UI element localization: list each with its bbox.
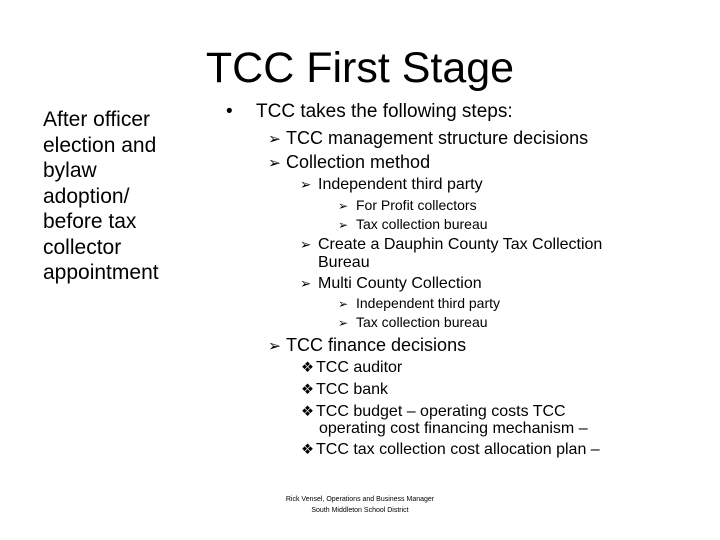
bullet-level3 <box>300 235 602 254</box>
bullet-level4 <box>338 314 488 332</box>
side-caption-line: After officer <box>43 108 150 131</box>
bullet-level2 <box>268 127 588 151</box>
bullet-level2 <box>268 151 430 175</box>
arrow-bullet-icon: ➢ <box>300 177 312 192</box>
bullet-text: TCC auditor <box>316 359 403 376</box>
bullet-level3 <box>300 175 483 194</box>
side-caption-line: before tax <box>43 210 137 233</box>
slide-footer <box>220 494 500 516</box>
bullet-level4 <box>338 295 500 313</box>
arrow-bullet-icon: ➢ <box>300 237 312 252</box>
bullet-dot-icon: • <box>226 101 233 122</box>
bullet-continuation: Bureau <box>318 254 370 271</box>
bullet-level4 <box>338 197 477 215</box>
bullet-text: Independent third party <box>318 176 483 193</box>
bullet-text: For Profit collectors <box>356 197 477 213</box>
arrow-bullet-icon: ➢ <box>338 199 348 213</box>
bullet-level5 <box>301 440 600 460</box>
bullet-text: Independent third party <box>356 295 500 311</box>
side-caption-line: collector <box>43 235 122 259</box>
footer-organization: South Middleton School District <box>311 507 409 514</box>
bullet-level2 <box>268 334 466 358</box>
arrow-bullet-icon: ➢ <box>300 276 312 291</box>
bullet-level4 <box>338 216 488 234</box>
bullet-text: Multi County Collection <box>318 275 482 292</box>
bullet-level3 <box>300 274 482 293</box>
arrow-bullet-icon: ➢ <box>338 218 348 232</box>
bullet-continuation: operating cost financing mechanism – <box>319 420 588 437</box>
bullet-text: Create a Dauphin County Tax Collection <box>318 236 603 253</box>
side-caption-line: bylaw <box>43 159 97 182</box>
bullet-text: TCC tax collection cost allocation plan – <box>316 441 600 458</box>
side-caption-line: appointment <box>43 261 159 284</box>
bullet-text: TCC management structure decisions <box>286 128 589 148</box>
bullet-level5 <box>301 358 402 378</box>
arrow-bullet-icon: ➢ <box>268 338 281 355</box>
side-caption <box>43 107 203 286</box>
bullet-text: TCC bank <box>316 381 389 398</box>
footer-author: Rick Vensel, Operations and Business Manager <box>285 496 435 503</box>
arrow-bullet-icon: ➢ <box>268 155 281 172</box>
bullet-text: TCC finance decisions <box>286 335 467 355</box>
diamond-bullet-icon: ❖ <box>301 404 314 420</box>
arrow-bullet-icon: ➢ <box>338 316 348 330</box>
bullet-main <box>226 101 513 123</box>
diamond-bullet-icon: ❖ <box>301 382 314 398</box>
side-caption-line: adoption/ <box>43 184 130 208</box>
diamond-bullet-icon: ❖ <box>301 442 314 458</box>
arrow-bullet-icon: ➢ <box>338 297 348 311</box>
bullet-level5 <box>301 380 388 400</box>
bullet-text: Tax collection bureau <box>356 314 488 330</box>
side-caption-line: election and <box>43 133 157 157</box>
bullet-text: TCC budget – operating costs TCC <box>316 403 566 420</box>
slide-title: TCC First Stage <box>205 44 515 92</box>
arrow-bullet-icon: ➢ <box>268 131 281 148</box>
bullet-text: TCC takes the following steps: <box>256 101 513 122</box>
bullet-text: Tax collection bureau <box>356 216 488 232</box>
diamond-bullet-icon: ❖ <box>301 360 314 376</box>
bullet-text: Collection method <box>286 152 431 172</box>
